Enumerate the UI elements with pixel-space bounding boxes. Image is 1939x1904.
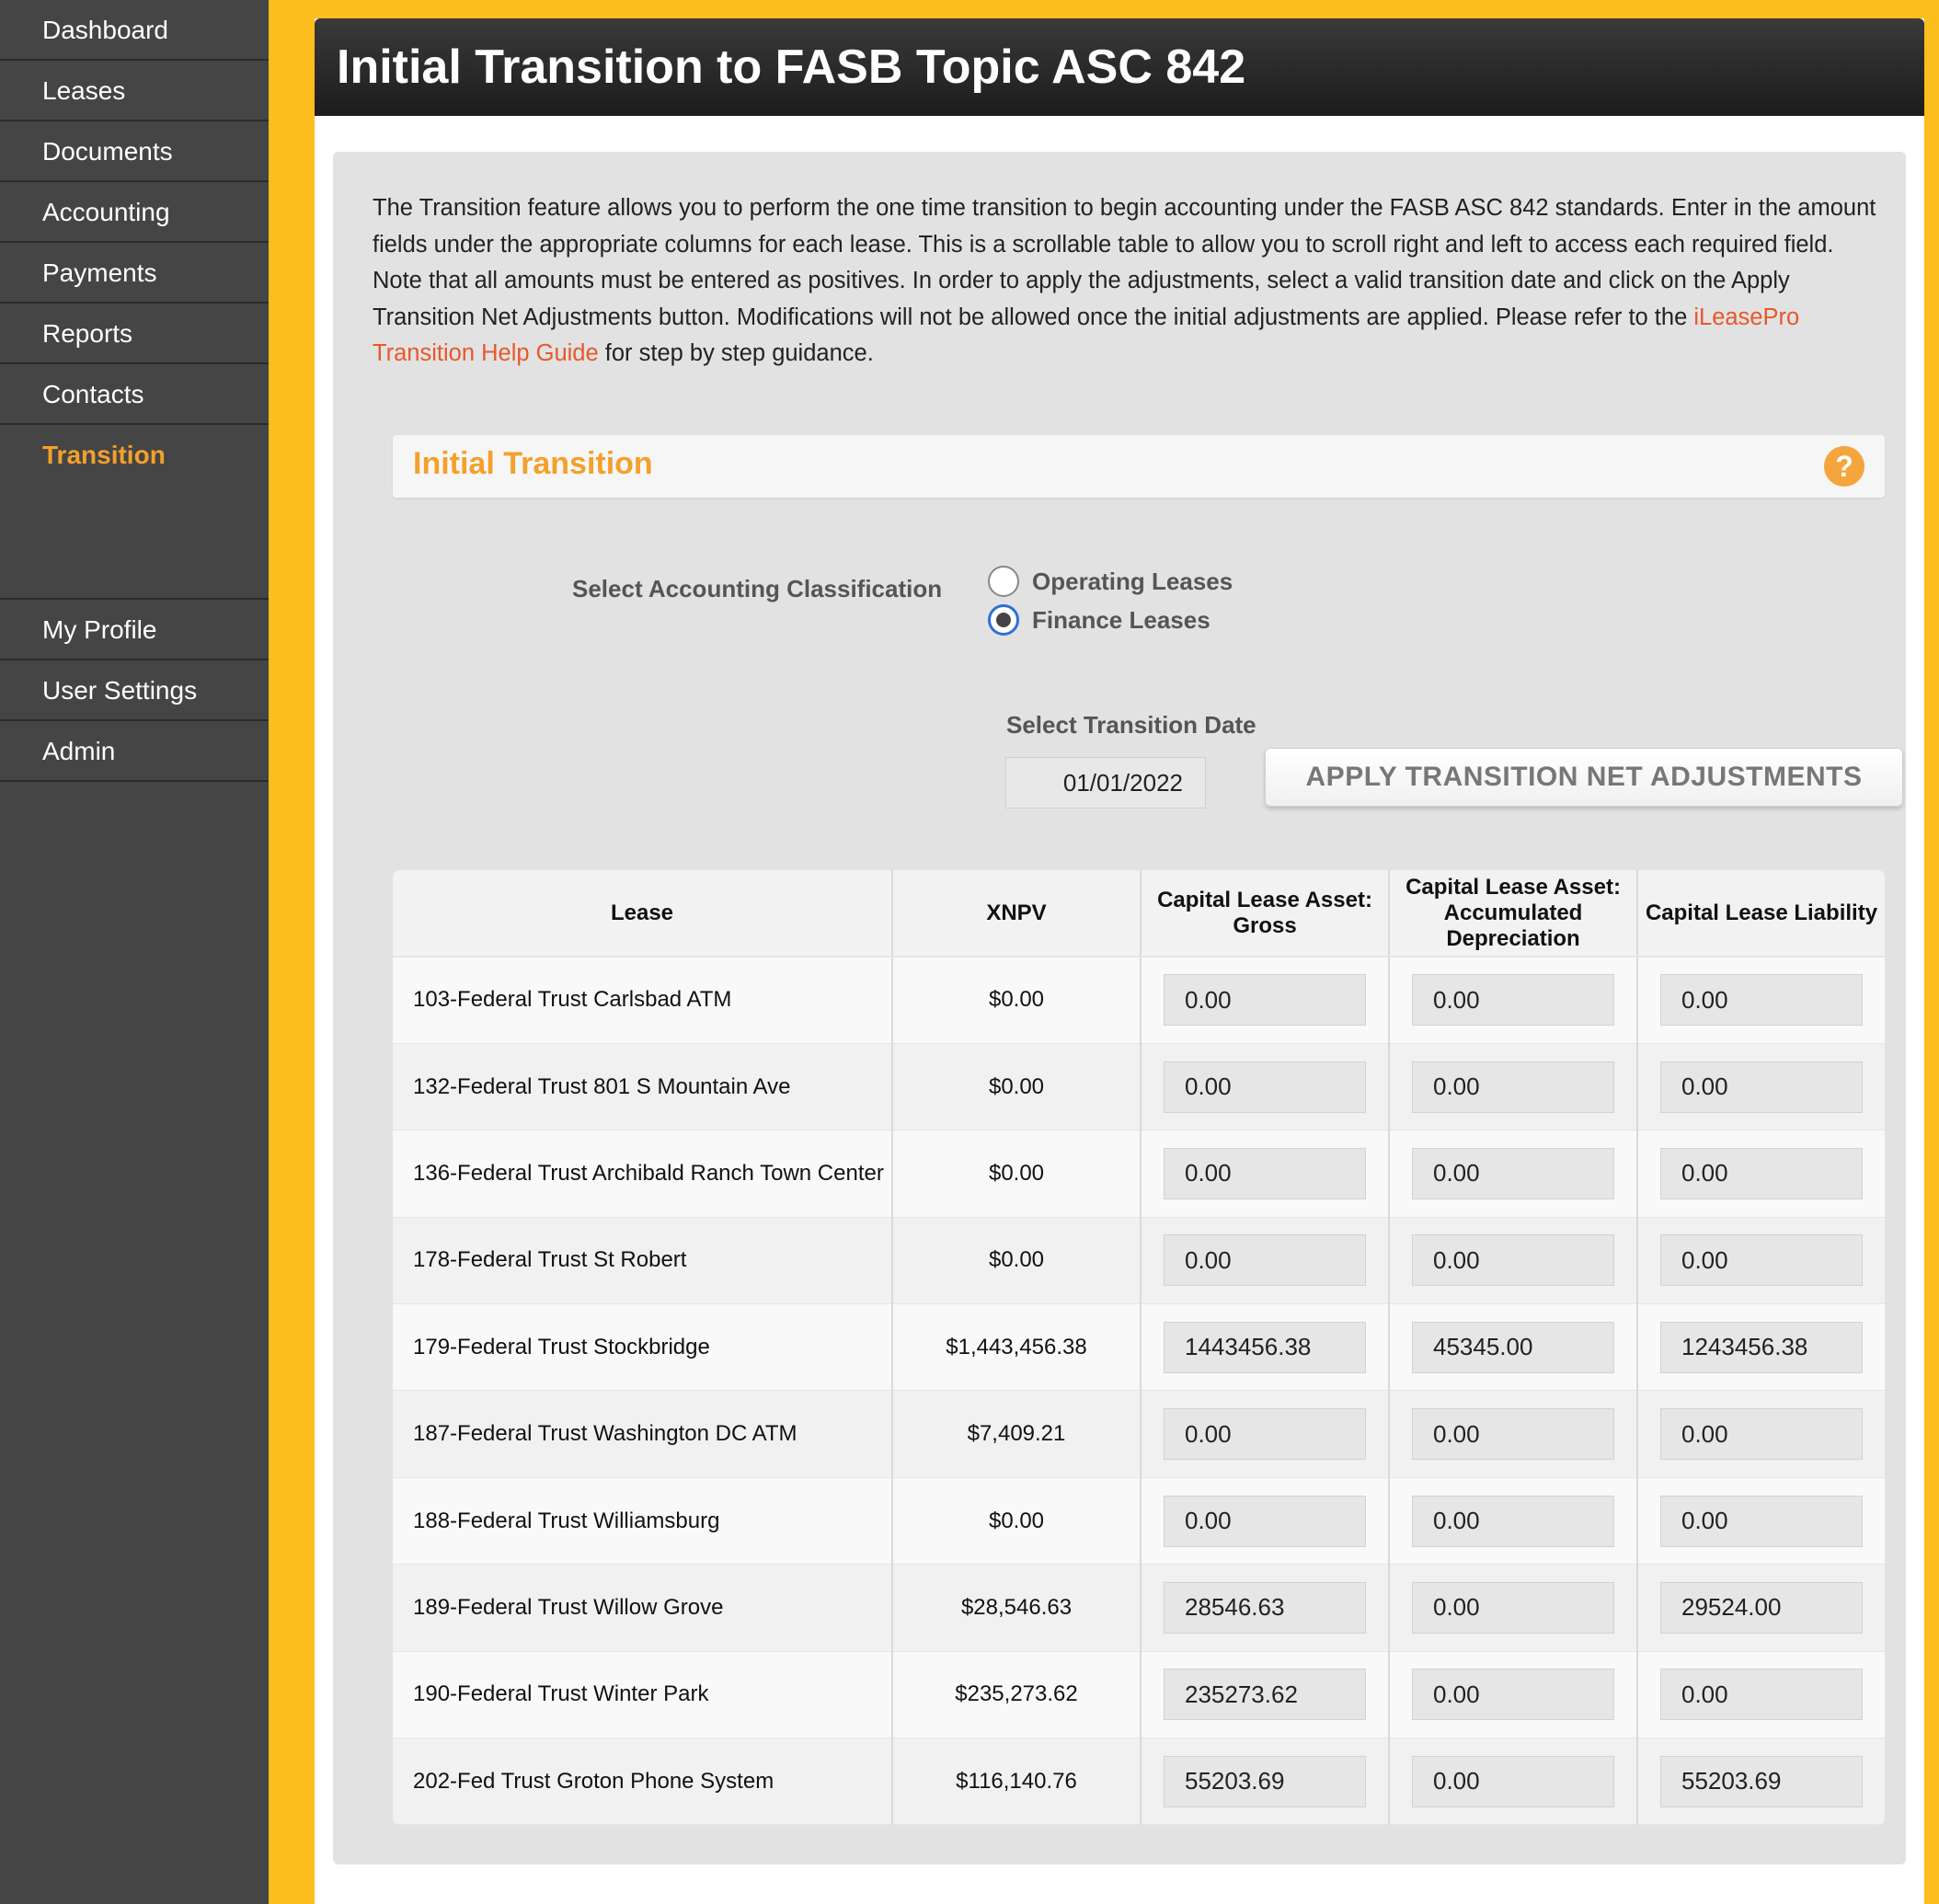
intro-text <box>373 190 1881 373</box>
xnpv-cell: $0.00 <box>892 1217 1141 1303</box>
lease-name-cell: 103-Federal Trust Carlsbad ATM <box>393 957 892 1043</box>
lease-name-cell: 190-Federal Trust Winter Park <box>393 1651 892 1738</box>
transition-panel <box>333 152 1906 1864</box>
liability-cell <box>1637 1130 1885 1217</box>
depreciation-input[interactable] <box>1412 974 1614 1026</box>
table-row <box>393 1738 1885 1825</box>
gross-cell <box>1141 1651 1389 1738</box>
xnpv-cell: $1,443,456.38 <box>892 1304 1141 1391</box>
gross-input[interactable] <box>1164 1669 1366 1720</box>
gross-cell <box>1141 1477 1389 1564</box>
sidebar-item-documents[interactable]: Documents <box>0 121 269 182</box>
gross-input[interactable] <box>1164 1061 1366 1113</box>
liability-cell <box>1637 1043 1885 1130</box>
column-header-gross: Capital Lease Asset: Gross <box>1141 870 1389 957</box>
xnpv-cell: $0.00 <box>892 957 1141 1043</box>
sidebar-item-admin[interactable]: Admin <box>0 721 269 782</box>
table-row <box>393 1130 1885 1217</box>
depreciation-input[interactable] <box>1412 1322 1614 1373</box>
finance-leases-label[interactable]: Finance Leases <box>1032 605 1210 634</box>
depreciation-cell <box>1389 1738 1637 1825</box>
table-row <box>393 1391 1885 1477</box>
xnpv-cell: $28,546.63 <box>892 1565 1141 1651</box>
depreciation-cell <box>1389 1391 1637 1477</box>
liability-input[interactable] <box>1660 1234 1863 1286</box>
liability-cell <box>1637 1217 1885 1303</box>
gross-input[interactable] <box>1164 1234 1366 1286</box>
lease-name-cell: 189-Federal Trust Willow Grove <box>393 1565 892 1651</box>
sidebar-item-my-profile[interactable]: My Profile <box>0 600 269 660</box>
sidebar-item-leases[interactable]: Leases <box>0 61 269 121</box>
gross-input[interactable] <box>1164 1756 1366 1807</box>
liability-input[interactable] <box>1660 1756 1863 1807</box>
depreciation-input[interactable] <box>1412 1756 1614 1807</box>
radio-option-operating[interactable] <box>988 566 1233 597</box>
xnpv-cell: $0.00 <box>892 1043 1141 1130</box>
sidebar-item-accounting[interactable]: Accounting <box>0 182 269 243</box>
liability-cell <box>1637 1651 1885 1738</box>
page-title: Initial Transition to FASB Topic ASC 842 <box>337 40 1246 94</box>
table-row <box>393 1217 1885 1303</box>
operating-leases-radio[interactable] <box>988 566 1019 597</box>
gross-cell <box>1141 957 1389 1043</box>
gross-input[interactable] <box>1164 974 1366 1026</box>
gross-cell <box>1141 1130 1389 1217</box>
xnpv-cell: $235,273.62 <box>892 1651 1141 1738</box>
depreciation-cell <box>1389 1565 1637 1651</box>
table-row <box>393 957 1885 1043</box>
liability-cell <box>1637 1565 1885 1651</box>
column-header-depreciation: Capital Lease Asset: Accumulated Depreciation <box>1389 870 1637 957</box>
depreciation-input[interactable] <box>1412 1234 1614 1286</box>
xnpv-cell: $7,409.21 <box>892 1391 1141 1477</box>
xnpv-cell: $0.00 <box>892 1130 1141 1217</box>
transition-date-label: Select Transition Date <box>1006 711 1256 739</box>
depreciation-cell <box>1389 1651 1637 1738</box>
main-content <box>315 18 1924 1904</box>
liability-input[interactable] <box>1660 1669 1863 1720</box>
xnpv-cell: $0.00 <box>892 1477 1141 1564</box>
lease-name-cell: 178-Federal Trust St Robert <box>393 1217 892 1303</box>
help-icon[interactable]: ? <box>1824 446 1864 487</box>
gross-cell <box>1141 1565 1389 1651</box>
depreciation-input[interactable] <box>1412 1061 1614 1113</box>
column-header-xnpv: XNPV <box>892 870 1141 957</box>
liability-input[interactable] <box>1660 1322 1863 1373</box>
xnpv-cell: $116,140.76 <box>892 1738 1141 1825</box>
liability-input[interactable] <box>1660 1061 1863 1113</box>
lease-name-cell: 188-Federal Trust Williamsburg <box>393 1477 892 1564</box>
depreciation-input[interactable] <box>1412 1582 1614 1634</box>
liability-input[interactable] <box>1660 974 1863 1026</box>
liability-input[interactable] <box>1660 1408 1863 1460</box>
depreciation-cell <box>1389 1043 1637 1130</box>
help-guide-link[interactable]: iLeasePro Transition Help Guide <box>373 304 1800 366</box>
apply-transition-button[interactable]: APPLY TRANSITION NET ADJUSTMENTS <box>1265 748 1903 807</box>
sidebar-item-payments[interactable]: Payments <box>0 243 269 304</box>
gross-input[interactable] <box>1164 1408 1366 1460</box>
liability-input[interactable] <box>1660 1582 1863 1634</box>
depreciation-cell <box>1389 957 1637 1043</box>
liability-cell <box>1637 1304 1885 1391</box>
section-header <box>393 435 1885 498</box>
gross-input[interactable] <box>1164 1322 1366 1373</box>
section-title: Initial Transition <box>413 446 653 481</box>
gross-input[interactable] <box>1164 1496 1366 1547</box>
gross-cell <box>1141 1043 1389 1130</box>
depreciation-input[interactable] <box>1412 1669 1614 1720</box>
depreciation-cell <box>1389 1130 1637 1217</box>
lease-name-cell: 202-Fed Trust Groton Phone System <box>393 1738 892 1825</box>
column-header-liability: Capital Lease Liability <box>1637 870 1885 957</box>
table-row <box>393 1477 1885 1564</box>
table-row <box>393 1043 1885 1130</box>
intro-text-end: for step by step guidance. <box>598 340 874 366</box>
depreciation-cell <box>1389 1477 1637 1564</box>
sidebar-spacer <box>0 486 269 600</box>
sidebar-item-contacts[interactable]: Contacts <box>0 364 269 425</box>
depreciation-input[interactable] <box>1412 1408 1614 1460</box>
gross-input[interactable] <box>1164 1148 1366 1199</box>
table-row <box>393 1304 1885 1391</box>
depreciation-input[interactable] <box>1412 1148 1614 1199</box>
table-header-row <box>393 870 1885 957</box>
sidebar <box>0 0 269 1904</box>
gross-cell <box>1141 1304 1389 1391</box>
liability-cell <box>1637 1477 1885 1564</box>
column-header-lease: Lease <box>393 870 892 957</box>
lease-table <box>393 870 1885 1825</box>
sidebar-item-dashboard[interactable]: Dashboard <box>0 0 269 61</box>
table-row <box>393 1651 1885 1738</box>
gross-cell <box>1141 1738 1389 1825</box>
lease-name-cell: 187-Federal Trust Washington DC ATM <box>393 1391 892 1477</box>
lease-name-cell: 179-Federal Trust Stockbridge <box>393 1304 892 1391</box>
title-bar <box>315 18 1924 116</box>
intro-text-start: The Transition feature allows you to perform the one time transition to begin accounting under the FASB ASC 842 standards. Enter in the amount fields under the appropriate columns for each lease. This is a scrollable table to allow you to scroll right and left to access each required field. Note that all amounts must be entered as positives. In order to apply the adjustments, select a valid transition date and click on the Apply Transition Net Adjustments button. Modifications will not be allowed once the initial adjustments are applied. Please refer to the <box>373 195 1876 330</box>
table-row <box>393 1565 1885 1651</box>
depreciation-input[interactable] <box>1412 1496 1614 1547</box>
classification-label: Select Accounting Classification <box>572 575 943 602</box>
finance-leases-radio[interactable] <box>988 604 1019 636</box>
sidebar-item-reports[interactable]: Reports <box>0 304 269 364</box>
lease-name-cell: 136-Federal Trust Archibald Ranch Town Center <box>393 1130 892 1217</box>
radio-option-finance[interactable] <box>988 604 1210 636</box>
lease-name-cell: 132-Federal Trust 801 S Mountain Ave <box>393 1043 892 1130</box>
sidebar-item-transition[interactable]: Transition <box>42 441 166 469</box>
depreciation-cell <box>1389 1217 1637 1303</box>
liability-cell <box>1637 957 1885 1043</box>
gross-cell <box>1141 1217 1389 1303</box>
liability-input[interactable] <box>1660 1148 1863 1199</box>
liability-cell <box>1637 1738 1885 1825</box>
liability-input[interactable] <box>1660 1496 1863 1547</box>
gross-cell <box>1141 1391 1389 1477</box>
gross-input[interactable] <box>1164 1582 1366 1634</box>
sidebar-item-user-settings[interactable]: User Settings <box>0 660 269 721</box>
transition-date-input[interactable] <box>1005 757 1206 809</box>
depreciation-cell <box>1389 1304 1637 1391</box>
operating-leases-label[interactable]: Operating Leases <box>1032 567 1233 595</box>
liability-cell <box>1637 1391 1885 1477</box>
